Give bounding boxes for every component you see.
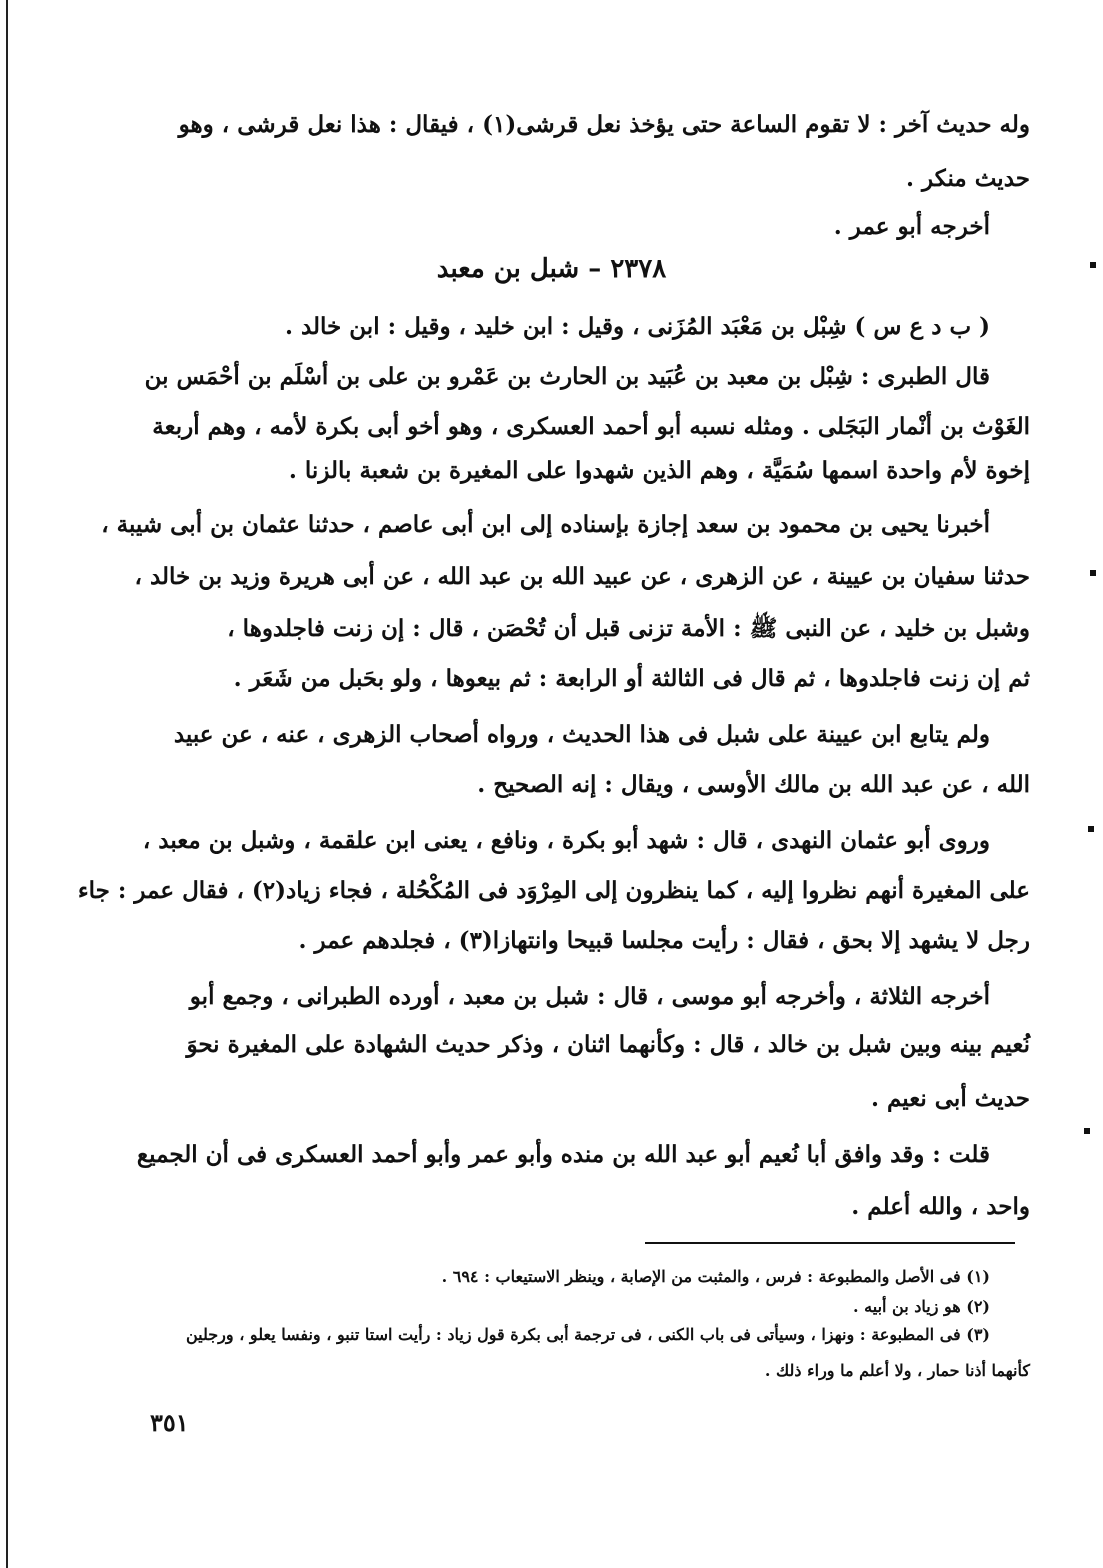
text-line: ثم إن زنت فاجلدوها ، ثم قال فى الثالثة أو الرابعة : ثم بيعوها ، ولو بحَبل من شَعَر . [233, 665, 1030, 692]
footnote: (٣) فى المطبوعة : ونهزا ، وسيأتى فى باب الكنى ، فى ترجمة أبى بكرة قول زياد : رأيت استا تنبو ، ونفسا يعلو ، ورجلين [185, 1325, 990, 1344]
text-line: قال الطبرى : شِبْل بن معبد بن عُبَيد بن الحارث بن عَمْرو بن على بن أسْلَم بن أحْمَس بن [144, 363, 990, 390]
text-line: ولم يتابع ابن عيينة على شبل فى هذا الحديث ، ورواه أصحاب الزهرى ، عنه ، عن عبيد [173, 721, 990, 748]
text-line: وشبل بن خليد ، عن النبى ﷺ : الأمة تزنى قبل أن تُحْصَن ، قال : إن زنت فاجلدوها ، [227, 615, 1030, 642]
page-number: ٣٥١ [150, 1408, 189, 1437]
margin-mark [1084, 1128, 1090, 1134]
margin-mark [1090, 570, 1096, 576]
text-line: واحد ، والله أعلم . [851, 1193, 1030, 1220]
text-line: حدثنا سفيان بن عيينة ، عن الزهرى ، عن عبيد الله بن عبد الله ، عن أبى هريرة وزيد بن خالد ، [134, 563, 1030, 590]
text-line: رجل لا يشهد إلا بحق ، فقال : رأيت مجلسا قبيحا وانتهازا(٣) ، فجلدهم عمر . [298, 927, 1030, 954]
text-line: وله حديث آخر : لا تقوم الساعة حتى يؤخذ نعل قرشى(١) ، فيقال : هذا نعل قرشى ، وهو [178, 111, 1030, 138]
text-line: ( ب د ع س ) شِبْل بن مَعْبَد المُزَنى ، وقيل : ابن خليد ، وقيل : ابن خالد . [284, 313, 990, 340]
text-line: أخبرنا يحيى بن محمود بن سعد إجازة بإسناده إلى ابن أبى عاصم ، حدثنا عثمان بن أبى شيبة ، [101, 511, 990, 538]
footnote-divider [645, 1242, 1015, 1244]
text-line: إخوة لأم واحدة اسمها سُمَيَّة ، وهم الذين شهدوا على المغيرة بن شعبة بالزنا . [288, 457, 1030, 484]
text-line: الله ، عن عبد الله بن مالك الأوسى ، ويقال : إنه الصحيح . [477, 771, 1030, 798]
text-line: وروى أبو عثمان النهدى ، قال : شهد أبو بكرة ، ونافع ، يعنى ابن علقمة ، وشبل بن معبد ، [142, 827, 990, 854]
margin-mark [1088, 826, 1094, 832]
page-edge-rule [6, 0, 8, 1568]
text-line: أخرجه الثلاثة ، وأخرجه أبو موسى ، قال : شبل بن معبد ، أورده الطبرانى ، وجمع أبو [189, 983, 990, 1010]
entry-heading: ٢٣٧٨ – شبل بن معبد [436, 254, 667, 284]
text-line: حديث أبى نعيم . [870, 1085, 1030, 1112]
text-line: أخرجه أبو عمر . [833, 213, 990, 240]
text-line: على المغيرة أنهم نظروا إليه ، كما ينظرون إلى المِرْوَد فى المُكْحُلة ، فجاء زياد(٢) ، فقال عمر : جاء [77, 877, 1030, 904]
text-line: نُعيم بينه وبين شبل بن خالد ، قال : وكأنهما اثنان ، وذكر حديث الشهادة على المغيرة نحوَ [186, 1031, 1030, 1058]
text-line: الغَوْث بن أنْمار البَجَلى . ومثله نسبه أبو أحمد العسكرى ، وهو أخو أبى بكرة لأمه ، وهم أربعة [152, 413, 1030, 440]
footnote: (١) فى الأصل والمطبوعة : فرس ، والمثبت من الإصابة ، وينظر الاستيعاب : ٦٩٤ . [441, 1267, 990, 1286]
text-line: حديث منكر . [906, 165, 1030, 192]
text-line: قلت : وقد وافق أبا نُعيم أبو عبد الله بن منده وأبو عمر وأبو أحمد العسكرى فى أن الجميع [136, 1141, 990, 1168]
footnote: كأنهما أذنا حمار ، ولا أعلم ما وراء ذلك . [764, 1361, 1030, 1380]
footnote: (٢) هو زياد بن أبيه . [853, 1297, 990, 1316]
